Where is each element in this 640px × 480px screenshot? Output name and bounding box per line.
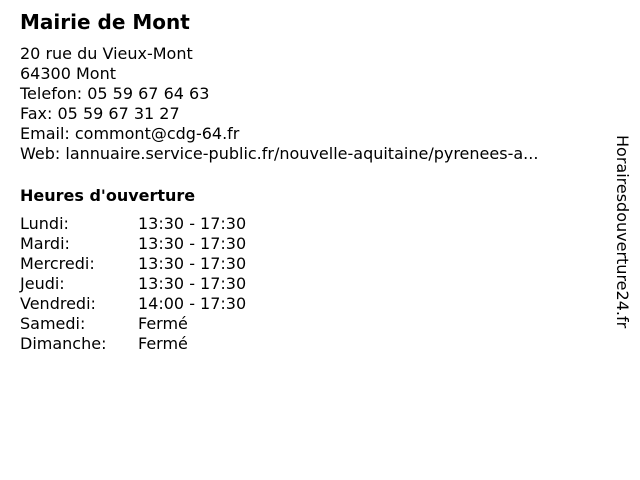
phone-value: 05 59 67 64 63 (87, 84, 210, 103)
fax-row (20, 104, 600, 124)
hours-row-monday (20, 214, 600, 234)
web-link[interactable]: lannuaire.service-public.fr/nouvelle-aquitaine/pyrenees-a... (65, 144, 539, 163)
time-value: 13:30 - 17:30 (138, 234, 247, 253)
office-title: Mairie de Mont (20, 10, 190, 34)
day-label: Lundi: (20, 214, 69, 233)
email-link[interactable]: commont@cdg-64.fr (74, 124, 240, 143)
hours-list (20, 214, 600, 354)
email-label: Email: (20, 124, 70, 143)
time-value: 13:30 - 17:30 (138, 214, 247, 233)
day-label: Mercredi: (20, 254, 95, 273)
time-value: Fermé (138, 314, 188, 333)
time-value: 13:30 - 17:30 (138, 254, 247, 273)
day-label: Mardi: (20, 234, 70, 253)
office-card (20, 8, 600, 354)
web-row (20, 144, 600, 164)
day-label: Jeudi: (20, 274, 65, 293)
time-value: 13:30 - 17:30 (138, 274, 247, 293)
address-line-1: 20 rue du Vieux-Mont (20, 44, 193, 63)
address-line-2: 64300 Mont (20, 64, 116, 83)
hours-row-wednesday (20, 254, 600, 274)
hours-row-sunday (20, 334, 600, 354)
fax-value: 05 59 67 31 27 (57, 104, 180, 123)
hours-row-thursday (20, 274, 600, 294)
hours-row-friday (20, 294, 600, 314)
day-label: Samedi: (20, 314, 86, 333)
day-label: Dimanche: (20, 334, 107, 353)
phone-row (20, 84, 600, 104)
day-label: Vendredi: (20, 294, 96, 313)
time-value: 14:00 - 17:30 (138, 294, 247, 313)
hours-row-saturday (20, 314, 600, 334)
hours-heading: Heures d'ouverture (20, 186, 196, 205)
fax-label: Fax: (20, 104, 53, 123)
email-row (20, 124, 600, 144)
web-label: Web: (20, 144, 61, 163)
time-value: Fermé (138, 334, 188, 353)
site-watermark: Horairesdouverture24.fr (613, 135, 632, 329)
hours-row-tuesday (20, 234, 600, 254)
phone-label: Telefon: (20, 84, 83, 103)
